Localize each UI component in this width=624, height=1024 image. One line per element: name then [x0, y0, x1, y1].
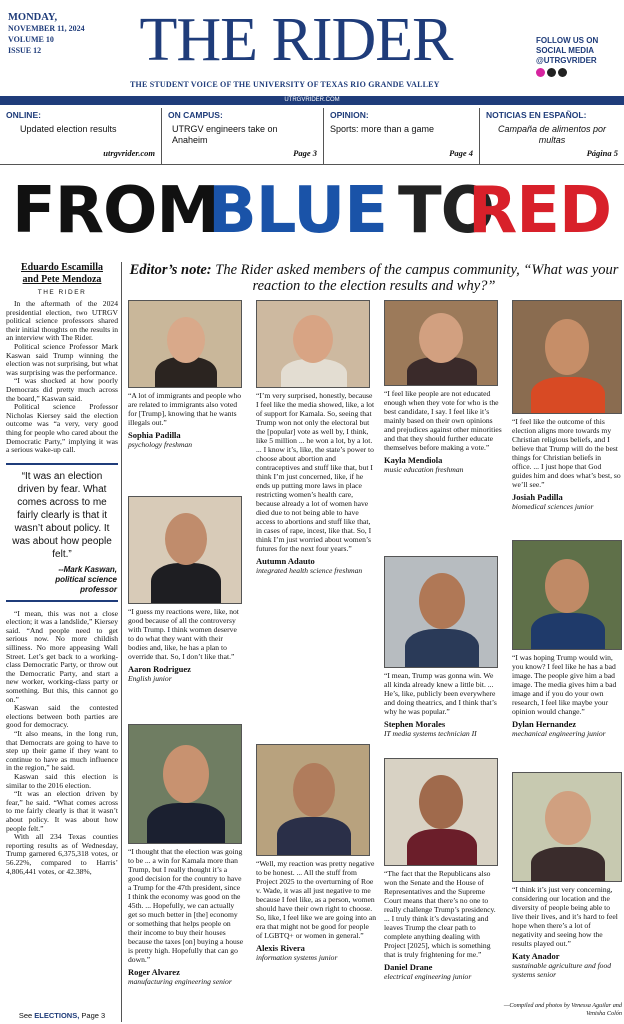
x-icon[interactable]	[558, 68, 567, 77]
quote-card-autumn-adauto	[256, 300, 376, 575]
quote-card-daniel-drane	[384, 758, 502, 981]
quote-card-dylan-hernandez	[512, 540, 624, 738]
quote-role: integrated health science freshman	[256, 566, 363, 575]
quote-text: “I feel like the outcome of this election aligns more towards my Christian religious beliefs, and I believe that Trump will do the best things for Christian beliefs in office. ... I just hope that God guides him and does what’s best, so we’ll see.”	[512, 417, 621, 489]
index-page: Página 5	[586, 148, 618, 158]
quote-card-katy-anador	[512, 772, 622, 979]
article-paragraph: Political science Professor Nicholas Kiersey said the election outcome was “a very, very good thing for people who cared about the Democratic Party,” implying it was a serious wake-up call.	[6, 402, 118, 455]
index-online[interactable]	[0, 108, 162, 164]
article-paragraph: “It also means, in the long run, that Democrats are going to have to step up their game if they want to continue to have as much influence in the region,” he said.	[6, 729, 118, 773]
quote-name: Aaron Rodriguez	[128, 664, 191, 674]
article-paragraph: Political science Professor Mark Kaswan said Trump winning the election was not surprising, but what was surprising was the performance.	[6, 341, 118, 377]
pull-quote	[6, 463, 118, 602]
editors-note-text: The Rider asked members of the campus community, “What was your reaction to the election results and why?”	[211, 262, 619, 294]
pull-attr-title: political science	[55, 574, 117, 584]
section-index	[0, 108, 624, 164]
portrait-photo	[384, 556, 498, 668]
byline-line-2: and Pete Mendoza	[22, 274, 102, 285]
social-line-1: FOLLOW US ON	[536, 36, 599, 45]
article-paragraph: “I was shocked at how poorly Democrats did pretty much across the board,” Kaswan said.	[6, 376, 118, 403]
index-label: OPINION:	[330, 110, 369, 120]
byline-line-1: Eduardo Escamilla	[21, 262, 103, 273]
newspaper-logo[interactable]	[96, 2, 496, 78]
portrait-photo	[256, 744, 370, 856]
index-text: Updated election results	[20, 124, 117, 134]
index-opinion[interactable]	[324, 108, 480, 164]
headline-word-red: RED	[468, 174, 612, 248]
quote-card-alexis-rivera	[256, 744, 376, 962]
quote-text: “I feel like people are not educated enough when they vote for who is the best candidate, I say. I feel like it’s mainly based on their own opinions and prejudices against other minorities and that they should further educate themselves before making a vote.”	[384, 389, 502, 452]
issue-info	[8, 12, 85, 56]
issue-date: NOVEMBER 11, 2024	[8, 24, 85, 33]
byline-outlet: THE RIDER	[37, 289, 87, 296]
headline-word-to: TO	[398, 174, 495, 248]
index-text: UTRGV engineers take on Anaheim	[172, 124, 278, 145]
quote-card-aaron-rodriguez	[128, 496, 242, 683]
portrait-photo	[512, 300, 622, 414]
quote-role: sustainable agriculture and food systems senior	[512, 961, 612, 979]
lead-article	[6, 262, 118, 1022]
portrait-photo	[128, 496, 242, 604]
index-page: Page 4	[449, 148, 473, 158]
pull-attr-name: --Mark Kaswan,	[58, 564, 117, 574]
quote-text: “I mean, Trump was gonna win. We all kinda already knew a little bit. ... He’s, like, publicly been everywhere and doing theatrics, and I think that’s why he was popular.”	[384, 671, 497, 716]
quote-text: “Well, my reaction was pretty negative to be honest. ... All the stuff from Project 2025 to the overturning of Roe v. Wade, it was all just negative to me because I feel like, as a person, women should have their own right to choose. So, like, I feel like we are going into an era that might not be good for people of LGBTQ+ or women in general.”	[256, 859, 376, 940]
headline-word-from: FROM	[12, 174, 220, 248]
portrait-photo	[512, 772, 622, 882]
threads-icon[interactable]	[547, 68, 556, 77]
issue-day: MONDAY,	[8, 12, 58, 23]
quote-text: “I think it’s just very concerning, considering our location and the diversity of people being able to live their lives, and it’s hard to feel hope when there’s a lot of negativity and seeing how the results played out.”	[512, 885, 618, 948]
pull-quote-text: “It was an election driven by fear. What comes across to me fairly clearly is that it wasn’t about policy. It was about how people felt.”	[12, 470, 112, 560]
quote-name: Sophia Padilla	[128, 430, 181, 440]
social-handle[interactable]: @UTRGVRIDER	[536, 56, 597, 65]
quote-name: Autumn Adauto	[256, 556, 315, 566]
quote-card-roger-alvarez	[128, 724, 244, 986]
quote-role: biomedical sciences junior	[512, 502, 594, 511]
masthead	[0, 0, 624, 98]
index-divider	[0, 164, 624, 165]
site-url-bar[interactable]: UTRGVRIDER.COM	[0, 96, 624, 105]
article-paragraph: “It was an election driven by fear,” he said. “What comes across to me fairly clearly is that it wasn’t about policy. It was about how people felt.”	[6, 789, 118, 833]
quote-text: “The fact that the Republicans also won the Senate and the House of Representatives and the Supreme Court means that there’s no one to really challenge Trump’s presidency. ... I truly think it’s devastating and leaves Trump the clear path to complete anything dealing with Project [2025], which is something that is truly frightening for me.”	[384, 869, 496, 959]
index-label: ONLINE:	[6, 110, 41, 120]
social-icons	[536, 68, 598, 77]
jump-section: ELECTIONS,	[34, 1011, 80, 1020]
portrait-photo	[128, 300, 242, 388]
index-label: NOTICIAS EN ESPAÑOL:	[486, 110, 587, 120]
article-paragraph: “I mean, this was not a close election; it was a landslide,” Kiersey said. “And people need to get serious now. No more childish silliness. No more appeasing Wall Street. Let’s get back to a working-class Democratic Party, or throw out the Democratic Party, and start a new worker, working-class party or something. But this, this cannot go on.”	[6, 608, 118, 704]
quote-role: IT media systems technician II	[384, 729, 477, 738]
quote-role: electrical engineering junior	[384, 972, 472, 981]
social-line-2: SOCIAL MEDIA	[536, 46, 595, 55]
quote-card-sophia-padilla	[128, 300, 242, 449]
quote-role: manufacturing engineering senior	[128, 977, 232, 986]
photo-credit: —Compiled and photos by Venessa Aguilar and Venisha Colón	[503, 1002, 622, 1017]
editors-note-lead: Editor’s note:	[129, 262, 212, 278]
social-media-block	[536, 36, 598, 77]
jump-page: Page 3	[81, 1011, 106, 1020]
index-page: utrgvrider.com	[103, 148, 155, 158]
instagram-icon[interactable]	[536, 68, 545, 77]
article-paragraph: Kaswan said this election is similar to the 2016 election.	[6, 771, 118, 790]
portrait-photo	[128, 724, 242, 844]
quote-name: Roger Alvarez	[128, 967, 180, 977]
jump-prefix: See	[18, 1011, 33, 1020]
quote-name: Alexis Rivera	[256, 943, 305, 953]
portrait-photo	[384, 300, 498, 386]
quote-name: Stephen Morales	[384, 719, 446, 729]
headline-word-blue: BLUE	[208, 174, 387, 248]
article-paragraph: With all 234 Texas counties reporting results as of Wednesday, Trump garnered 6,375,318 votes, or 56.22%, compared to Harris’ 4,806,441 votes, or 42.38%,	[6, 832, 118, 876]
quote-text: “A lot of immigrants and people who are related to immigrants also voted for [Trump], knowing that he wants illegals out.”	[128, 391, 242, 427]
quote-card-stephen-morales	[384, 556, 502, 738]
tagline: THE STUDENT VOICE OF THE UNIVERSITY OF TEXAS RIO GRANDE VALLEY	[130, 80, 440, 89]
article-paragraph: Kaswan said the contested elections between both parties are good for democracy.	[6, 703, 118, 730]
index-text: Campaña de alimentos por multas	[497, 124, 607, 145]
quote-role: psychology freshman	[128, 440, 193, 449]
quote-role: mechanical engineering junior	[512, 729, 606, 738]
index-text: Sports: more than a game	[330, 124, 435, 134]
index-noticias[interactable]	[480, 108, 624, 164]
portrait-photo	[384, 758, 498, 866]
quote-name: Kayla Mendiola	[384, 455, 443, 465]
quote-card-josiah-padilla	[512, 300, 624, 511]
quote-card-kayla-mendiola	[384, 300, 502, 474]
index-label: ON CAMPUS:	[168, 110, 223, 120]
portrait-photo	[256, 300, 370, 388]
quote-name: Daniel Drane	[384, 962, 433, 972]
issue-number: ISSUE 12	[8, 46, 42, 55]
quote-name: Dylan Hernandez	[512, 719, 576, 729]
jump-line[interactable]	[6, 1011, 118, 1020]
article-paragraph: In the aftermath of the 2024 presidential election, two UTRGV political science professors shared their initial thoughts on the results in an interview with The Rider.	[6, 299, 118, 343]
main-headline	[0, 170, 624, 252]
index-on-campus[interactable]	[162, 108, 324, 164]
column-divider	[121, 262, 122, 1022]
quote-text: “I thought that the election was going to be ... a win for Kamala more than Trump, but I really thought it’s a good decision for the country to have a Trump for the 47th president, since I think the economy was good on the 45th. ... Hopefully, we can actually get so much better in [the] economy or something that helps people on their income to buy their houses because the taxes [on] buying a house is pretty high. Hopefully that can go down.”	[128, 847, 244, 964]
logo-text: THE RIDER	[139, 6, 453, 74]
quote-text: “I was hoping Trump would win, you know? I feel like he has a bad image. The people give him a bad image. The media gives him a bad image and if you do your own research, I feel like maybe your opinion would change.”	[512, 653, 617, 716]
issue-volume: VOLUME 10	[8, 35, 54, 44]
pull-quote-attribution	[7, 565, 117, 595]
quote-role: music education freshman	[384, 465, 464, 474]
quote-role: information systems junior	[256, 953, 338, 962]
index-page: Page 3	[293, 148, 317, 158]
pull-attr-title: professor	[80, 584, 117, 594]
quote-text: “I guess my reactions were, like, not good because of all the controversy with Trump. I think women deserve to do what they want with their bodies and, like, he has a plan to override that. So, I don’t like that.”	[128, 607, 239, 661]
quote-text: “I’m very surprised, honestly, because I feel like the media showed, like, a lot of support for Kamala. So, seeing that Trump won not only the electoral but the [popular] vote as well by, I think, like 5 million ... he won a lot, by a lot. ... I know it’s, like, the state’s power to choose about abortion and contraceptives and stuff like that, but I think I’m just concerned, like, if he ends up putting more laws in place restricting women’s health care, because already a lot of women have died due to not being able to have access to abortions and stuff like that, in cases of rape, incest, like that. So, I think I’m just worried about women’s futures for the next four years.”	[256, 391, 375, 553]
editors-note	[128, 262, 620, 294]
quote-role: English junior	[128, 674, 172, 683]
portrait-photo	[512, 540, 622, 650]
quote-name: Katy Anador	[512, 951, 560, 961]
quote-name: Josiah Padilla	[512, 492, 563, 502]
